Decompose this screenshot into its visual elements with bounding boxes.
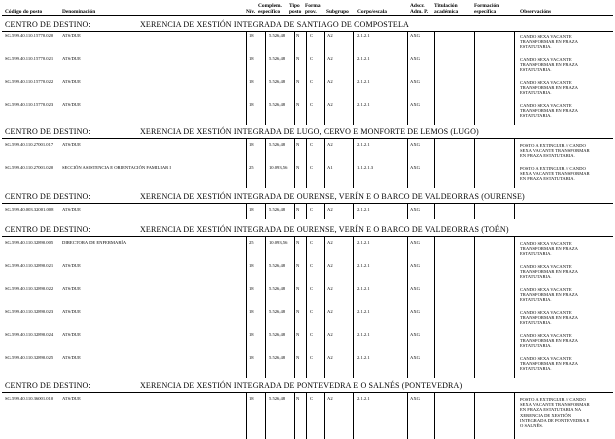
column-divider [246,138,247,188]
posto-tipo: N [296,240,300,245]
posto-forma: C [310,309,314,314]
centre-name: XERENCIA DE XESTIÓN INTEGRADA DE PONTEVEDRA E O SALNÉS (PONTEVEDRA) [140,381,463,390]
column-divider [474,31,475,125]
column-divider [353,31,354,125]
posto-forma: C [310,263,314,268]
posto-code: SG.599.40.110.32890.025 [5,355,54,360]
posto-adscr: AXG [410,165,420,170]
posto-tipo: N [296,355,300,360]
posto-code: SG.599.40.110.36001.010 [5,396,54,401]
posto-code: SG.599.40.110.32890.021 [5,263,54,268]
posto-nivel: 18 [249,56,254,61]
posto-nivel: 18 [249,309,254,314]
posto-observacions: CANDO SEXA VACANTE TRANSFORMAR EN FRAZA ESTATUTARIA. [520,264,578,280]
posto-complemento: 10.093,56 [269,240,288,245]
posto-adscr: AXG [410,142,420,147]
posto-code: SG.599.40.003.32001.008 [5,207,54,212]
column-divider [407,31,408,125]
posto-corpo: 2.1.2.1 [357,332,370,337]
centre-name: XERENCIA DE XESTIÓN INTEGRADA DE SANTIAGO DE COMPOSTELA [140,20,409,29]
column-divider [514,236,515,378]
posto-tipo: N [296,332,300,337]
posto-forma: C [310,355,314,360]
posto-corpo: 2.1.2.1 [357,79,370,84]
posto-forma: C [310,102,314,107]
posto-nivel: 18 [249,79,254,84]
posto-denominacion: DIRECTORA DE ENFERMARÍA [62,240,127,245]
header-adscr: Adscr. Adm. P. [410,3,429,15]
posto-tipo: N [296,309,300,314]
posto-observacions: POSTO A EXTINGUIR // CANDO SEXA VACANTE TRANSFORMAR EN FRAZA ESTATUTARIA. [520,166,590,182]
posto-forma: C [310,332,314,337]
posto-adscr: AXG [410,286,420,291]
posto-observacions: CANDO SEXA VACANTE TRANSFORMAR EN FRAZA ESTATUTARIA. [520,333,578,349]
posto-complemento: 5.526,48 [269,207,286,212]
posto-denominacion: ATS/DUE [62,332,81,337]
section-rule [2,236,613,237]
column-divider [434,31,435,125]
posto-nivel: 18 [249,355,254,360]
posto-adscr: AXG [410,102,420,107]
posto-corpo: 2.1.2.1 [357,102,370,107]
centre-label: CENTRO DE DESTINO: [5,20,91,29]
column-divider [514,203,515,219]
posto-denominacion: ATS/DUE [62,355,81,360]
posto-adscr: AXG [410,33,420,38]
posto-subgrupo: A2 [327,240,333,245]
posto-corpo: 2.1.2.1 [357,309,370,314]
posto-corpo: 2.1.2.1 [357,396,370,401]
section-rule [2,138,613,139]
column-divider [434,236,435,378]
posto-observacions: CANDO SEXA VACANTE TRANSFORMAR EN FRAZA ESTATUTARIA. [520,103,578,119]
column-divider [324,31,325,125]
posto-complemento: 5.526,48 [269,355,286,360]
posto-adscr: AXG [410,396,420,401]
posto-forma: C [310,165,314,170]
posto-observacions: CANDO SEXA VACANTE TRANSFORMAR EN FRAZA ESTATUTARIA. [520,310,578,326]
posto-adscr: AXG [410,309,420,314]
posto-forma: C [310,56,314,61]
centre-label: CENTRO DE DESTINO: [5,192,91,201]
column-divider [306,392,307,439]
posto-code: SG.599.40.110.15770.022 [5,79,54,84]
centre-name: XERENCIA DE XESTIÓN INTEGRADA DE OURENSE, VERÍN E O BARCO DE VALDEORRAS (TOÉN) [140,225,509,234]
posto-observacions: CANDO SEXA VACANTE TRANSFORMAR EN FRAZA ESTATUTARIA. [520,241,578,257]
column-divider [294,31,295,125]
header-forma: Forma prov. [305,3,321,15]
header-observacions: Observacións [520,9,552,15]
column-divider [474,203,475,219]
posto-complemento: 5.526,48 [269,286,286,291]
column-divider [514,138,515,188]
posto-nivel: 18 [249,396,254,401]
header-titulacion: Titulación académica [434,3,459,15]
column-divider [324,203,325,219]
column-divider [306,203,307,219]
posto-corpo: 2.1.2.1 [357,33,370,38]
posto-forma: C [310,142,314,147]
posto-adscr: AXG [410,79,420,84]
posto-nivel: 18 [249,332,254,337]
column-divider [306,138,307,188]
posto-corpo: 2.1.2.1 [357,355,370,360]
column-divider [294,236,295,378]
column-divider [353,138,354,188]
column-divider [324,392,325,439]
column-divider [514,392,515,439]
posto-observacions: CANDO SEXA VACANTE TRANSFORMAR EN FRAZA ESTATUTARIA. [520,57,578,73]
column-divider [434,392,435,439]
posto-subgrupo: A2 [327,33,333,38]
header-subgrupo: Subgrupo [326,9,349,15]
column-divider [306,236,307,378]
posto-subgrupo: A2 [327,102,333,107]
posto-subgrupo: A2 [327,79,333,84]
header-nivel: Nív. [246,9,256,15]
posto-subgrupo: A2 [327,207,333,212]
posto-denominacion: ATS/DUE [62,142,81,147]
column-divider [265,31,266,125]
section-rule [2,392,613,393]
posto-denominacion: ATS/DUE [62,263,81,268]
posto-complemento: 5.526,48 [269,33,286,38]
section-rule [2,31,613,32]
column-divider [265,236,266,378]
column-divider [294,138,295,188]
posto-tipo: N [296,286,300,291]
column-divider [514,31,515,125]
posto-denominacion: ATS/DUE [62,309,81,314]
column-divider [324,236,325,378]
posto-nivel: 18 [249,102,254,107]
posto-adscr: AXG [410,332,420,337]
header-complemento: Complem. específico [258,3,282,15]
posto-denominacion: SECCIÓN ASISTENCIA E ORIENTACIÓN FAMILIAR I [62,165,171,170]
posto-code: SG.599.40.110.27001.020 [5,165,54,170]
posto-complemento: 5.526,48 [269,263,286,268]
posto-complemento: 5.526,48 [269,332,286,337]
posto-tipo: N [296,396,300,401]
posto-code: SG.599.40.110.32890.005 [5,240,54,245]
posto-complemento: 5.526,48 [269,142,286,147]
posto-nivel: 18 [249,207,254,212]
posto-subgrupo: A2 [327,332,333,337]
posto-observacions: POSTO A EXTINGUIR // CANDO SEXA VACANTE TRANSFORMAR EN FRAZA ESTATUTARIA. [520,143,590,159]
posto-denominacion: ATS/DUE [62,207,81,212]
posto-forma: C [310,207,314,212]
posto-code: SG.599.40.110.32890.024 [5,332,54,337]
column-divider [246,31,247,125]
column-divider [353,236,354,378]
posto-complemento: 5.526,48 [269,56,286,61]
posto-observacions: CANDO SEXA VACANTE TRANSFORMAR EN FRAZA ESTATUTARIA. [520,287,578,303]
posto-tipo: N [296,165,300,170]
posto-adscr: AXG [410,56,420,61]
posto-nivel: 18 [249,263,254,268]
centre-name: XERENCIA DE XESTIÓN INTEGRADA DE OURENSE, VERÍN E O BARCO DE VALDEORRAS (OURENSE) [140,192,525,201]
posto-corpo: 2.1.2.1 [357,142,370,147]
column-divider [407,236,408,378]
column-divider [294,392,295,439]
centre-label: CENTRO DE DESTINO: [5,127,91,136]
column-divider [265,392,266,439]
posto-forma: C [310,396,314,401]
posto-tipo: N [296,79,300,84]
posto-subgrupo: A2 [327,286,333,291]
section-rule [2,203,613,204]
posto-nivel: 18 [249,33,254,38]
posto-corpo: 2.1.2.1 [357,263,370,268]
posto-corpo: 1.1.2.1.3 [357,165,374,170]
posto-tipo: N [296,263,300,268]
posto-adscr: AXG [410,263,420,268]
column-divider [246,236,247,378]
column-divider [353,392,354,439]
posto-observacions: CANDO SEXA VACANTE TRANSFORMAR EN FRAZA ESTATUTARIA. [520,356,578,372]
posto-observacions: POSTO A EXTINGUIR // CANDO SEXA VACANTE TRANSFORMAR EN FRAZA ESTATUTARIA NA XERENCIA DE XESTIÓN INTEGRADA DE PONTEVEDRA E O SALNÉS. [520,397,590,429]
posto-code: SG.599.40.110.15770.021 [5,56,54,61]
posto-forma: C [310,33,314,38]
header-denominacion: Denominación [62,9,96,15]
posto-tipo: N [296,102,300,107]
column-divider [246,203,247,219]
posto-forma: C [310,79,314,84]
posto-observacions: CANDO SEXA VACANTE TRANSFORMAR EN FRAZA ESTATUTARIA. [520,80,578,96]
posto-corpo: 2.1.2.1 [357,240,370,245]
column-divider [306,31,307,125]
posto-nivel: 18 [249,142,254,147]
posto-nivel: 25 [249,165,254,170]
column-divider [407,203,408,219]
posto-corpo: 2.1.2.1 [357,56,370,61]
posto-subgrupo: A1 [327,165,333,170]
posto-complemento: 5.526,48 [269,102,286,107]
column-divider [294,203,295,219]
posto-denominacion: ATS/DUE [62,56,81,61]
column-divider [265,138,266,188]
posto-complemento: 5.526,48 [269,396,286,401]
posto-code: SG.599.40.110.15770.020 [5,33,54,38]
posto-complemento: 10.093,56 [269,165,288,170]
column-divider [434,203,435,219]
column-divider [407,138,408,188]
column-divider [246,392,247,439]
column-divider [353,203,354,219]
posto-subgrupo: A2 [327,396,333,401]
posto-denominacion: ATS/DUE [62,33,81,38]
posto-adscr: AXG [410,207,420,212]
posto-subgrupo: A2 [327,309,333,314]
posto-tipo: N [296,56,300,61]
posto-subgrupo: A2 [327,56,333,61]
posto-forma: C [310,286,314,291]
column-divider [324,138,325,188]
posto-complemento: 5.526,48 [269,79,286,84]
posto-nivel: 25 [249,240,254,245]
header-rule [2,15,613,16]
posto-denominacion: ATS/DUE [62,396,81,401]
centre-label: CENTRO DE DESTINO: [5,225,91,234]
posto-corpo: 2.1.2.1 [357,286,370,291]
posto-denominacion: ATS/DUE [62,79,81,84]
posto-forma: C [310,240,314,245]
centre-label: CENTRO DE DESTINO: [5,381,91,390]
posto-tipo: N [296,142,300,147]
column-divider [265,203,266,219]
column-divider [474,392,475,439]
posto-complemento: 5.526,48 [269,309,286,314]
posto-code: SG.599.40.110.15770.023 [5,102,54,107]
column-divider [434,138,435,188]
posto-code: SG.599.40.110.27001.017 [5,142,54,147]
header-corpo: Corpo/escala [357,9,387,15]
posto-adscr: AXG [410,355,420,360]
posto-denominacion: ATS/DUE [62,102,81,107]
posto-subgrupo: A2 [327,142,333,147]
posto-denominacion: ATS/DUE [62,286,81,291]
centre-name: XERENCIA DE XESTIÓN INTEGRADA DE LUGO, CERVO E MONFORTE DE LEMOS (LUGO) [140,127,479,136]
posto-corpo: 2.1.2.1 [357,207,370,212]
posto-adscr: AXG [410,240,420,245]
posto-code: SG.599.40.110.32890.022 [5,286,54,291]
posto-subgrupo: A2 [327,263,333,268]
posto-observacions: CANDO SEXA VACANTE TRANSFORMAR EN FRAZA ESTATUTARIA. [520,34,578,50]
posto-tipo: N [296,33,300,38]
column-divider [407,392,408,439]
posto-tipo: N [296,207,300,212]
header-formacion: Formación específica [474,3,500,15]
header-tipo: Tipo posto [289,3,302,15]
header-codigo: Código do posto [5,9,43,15]
posto-code: SG.599.40.110.32890.023 [5,309,54,314]
column-divider [474,138,475,188]
posto-subgrupo: A2 [327,355,333,360]
posto-nivel: 18 [249,286,254,291]
column-divider [474,236,475,378]
